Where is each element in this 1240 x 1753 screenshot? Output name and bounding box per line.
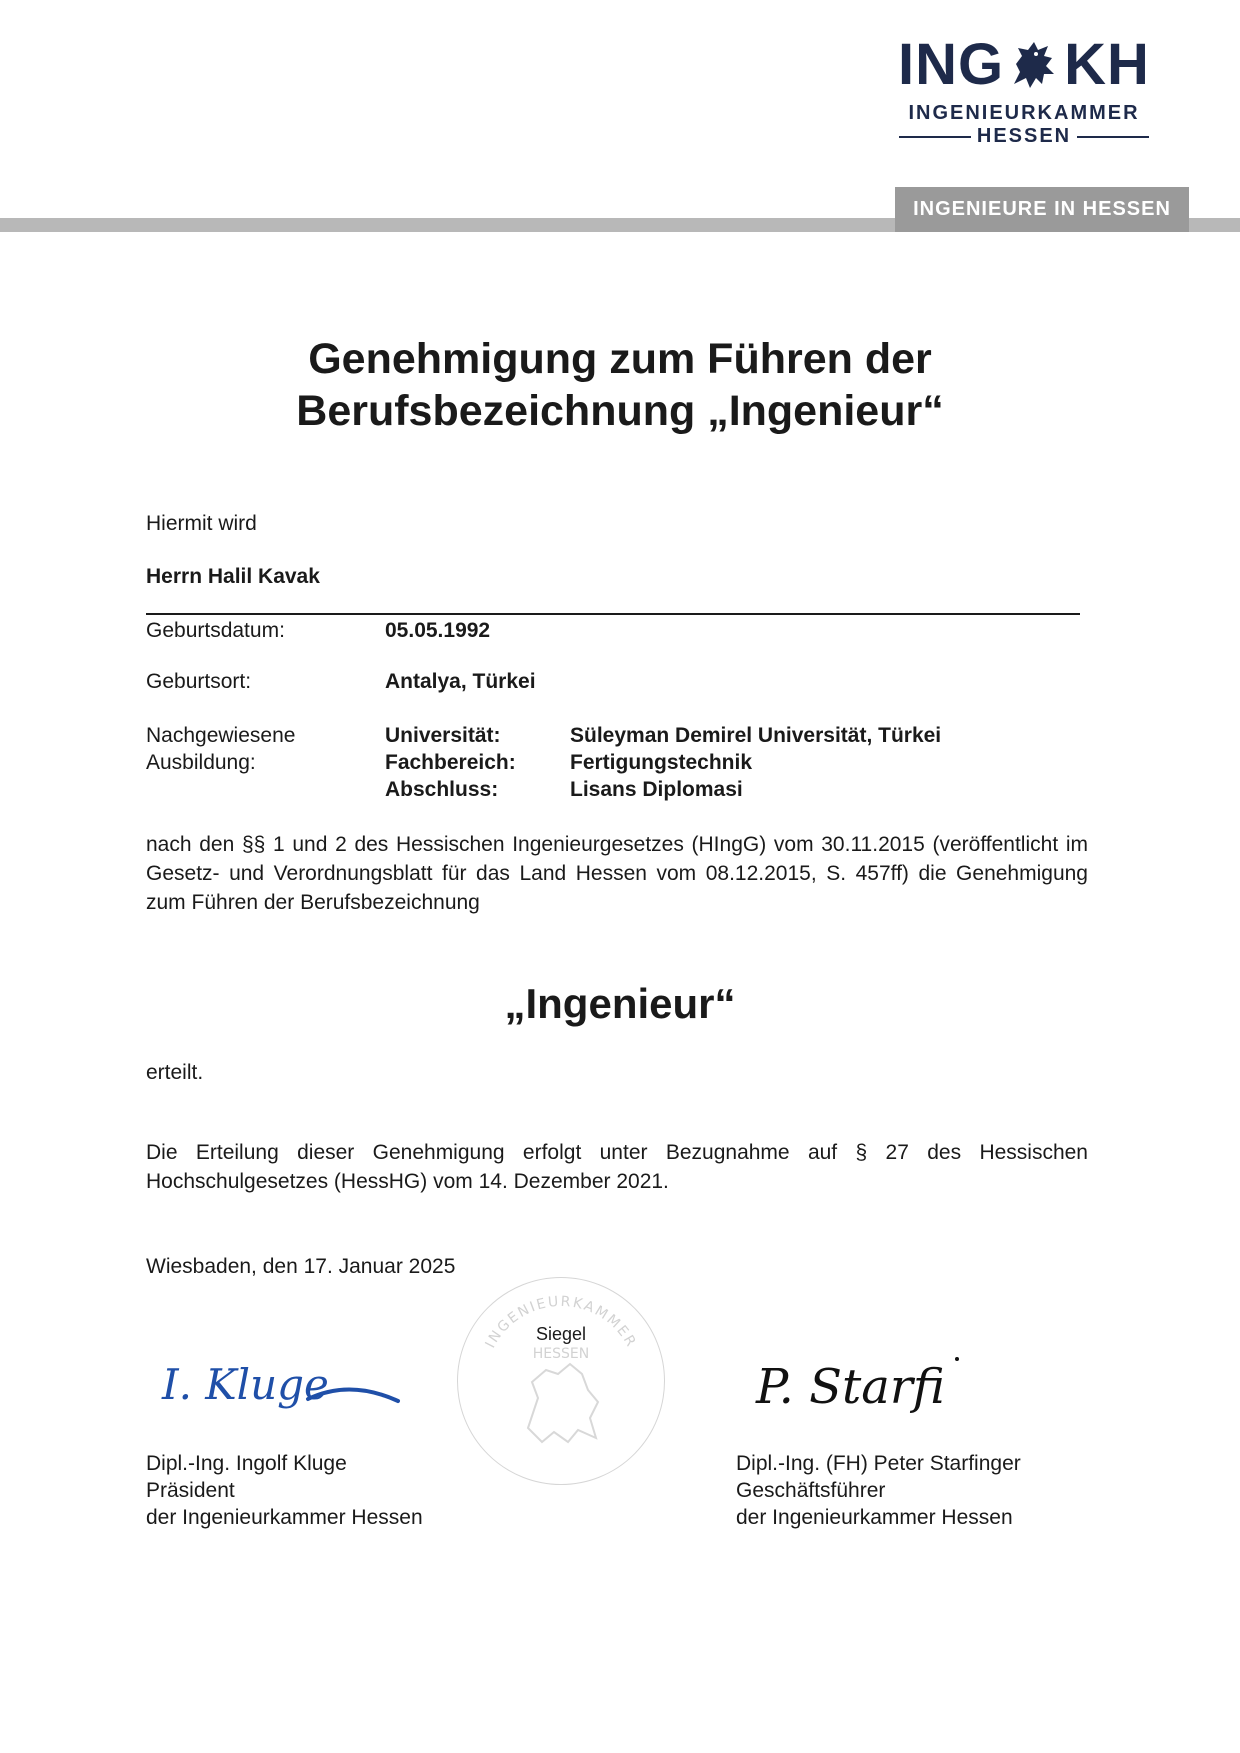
education-label-line-1: Nachgewiesene [146, 724, 296, 747]
signatory-right-org: der Ingenieurkammer Hessen [736, 1506, 1013, 1529]
org-name: INGENIEURKAMMER [908, 102, 1140, 124]
divider [899, 136, 971, 138]
signatory-left-org: der Ingenieurkammer Hessen [146, 1506, 423, 1529]
designation: „Ingenieur“ [504, 980, 736, 1027]
education-keys [385, 722, 516, 803]
signatory-left-name: Dipl.-Ing. Ingolf Kluge [146, 1452, 347, 1475]
birthdate-label: Geburtsdatum: [146, 619, 285, 642]
signatory-left [146, 1450, 423, 1531]
logo-mark [874, 34, 1174, 96]
education-values [570, 722, 941, 803]
signatory-right [736, 1450, 1021, 1531]
document-title [0, 333, 1240, 437]
legal-text: nach den §§ 1 und 2 des Hessischen Ingenieurgesetzes (HIngG) vom 30.11.2015 (veröffentlicht im Gesetz- und Verordnungsblatt für das Land Hessen vom 08.12.2015, S. 457ff) die Genehmigung zum Führen der Berufsbezeichnung [146, 833, 1088, 914]
signature-right [752, 1345, 982, 1435]
granted-text: erteilt. [146, 1061, 204, 1084]
intro-text: Hiermit wird [146, 512, 257, 535]
field-value: Fertigungstechnik [570, 751, 753, 774]
divider [1077, 136, 1149, 138]
logo-mark-left: ING [898, 32, 1005, 97]
org-region: HESSEN [976, 125, 1072, 147]
title-line-1: Genehmigung zum Führen der [308, 335, 932, 383]
header-band-tab: INGENIEURE IN HESSEN [895, 187, 1189, 232]
signature-left [158, 1355, 408, 1425]
degree-label: Abschluss: [385, 778, 499, 801]
university-value: Süleyman Demirel Universität, Türkei [570, 724, 942, 747]
seal-emboss-text-top: INGENIEURKAMMER [482, 1293, 640, 1351]
birthplace-label: Geburtsort: [146, 670, 252, 693]
title-line-2: Berufsbezeichnung „Ingenieur“ [296, 387, 944, 435]
degree-value: Lisans Diplomasi [570, 778, 743, 801]
field-label: Fachbereich: [385, 751, 516, 774]
seal-emboss-icon [458, 1278, 664, 1484]
education-label [146, 722, 295, 776]
recipient-name: Herrn Halil Kavak [146, 565, 320, 588]
signature-right-text: P. Starfi [756, 1359, 945, 1415]
org-logo [874, 34, 1174, 148]
birthdate-value: 05.05.1992 [385, 619, 491, 642]
signatory-right-name: Dipl.-Ing. (FH) Peter Starfinger [736, 1452, 1021, 1475]
reference-text: Die Erteilung dieser Genehmigung erfolgt unter Bezugnahme auf § 27 des Hessischen Hochschulgesetzes (HessHG) vom 14. Dezember 2021. [146, 1141, 1088, 1193]
lion-icon [1006, 38, 1062, 92]
signatory-right-role: Geschäftsführer [736, 1479, 886, 1502]
birthplace-value: Antalya, Türkei [385, 670, 536, 693]
signature-left-text: I. Kluge [162, 1360, 329, 1409]
org-region-row [874, 125, 1174, 148]
education-label-line-2: Ausbildung: [146, 751, 256, 774]
signatory-left-role: Präsident [146, 1479, 235, 1502]
embossed-seal [457, 1277, 665, 1485]
seal-emboss-text-bottom: HESSEN [532, 1346, 590, 1362]
seal-label: Siegel [535, 1324, 587, 1344]
divider [146, 613, 1080, 615]
place-date: Wiesbaden, den 17. Januar 2025 [146, 1255, 456, 1278]
university-label: Universität: [385, 724, 501, 747]
logo-mark-right: KH [1064, 32, 1150, 97]
